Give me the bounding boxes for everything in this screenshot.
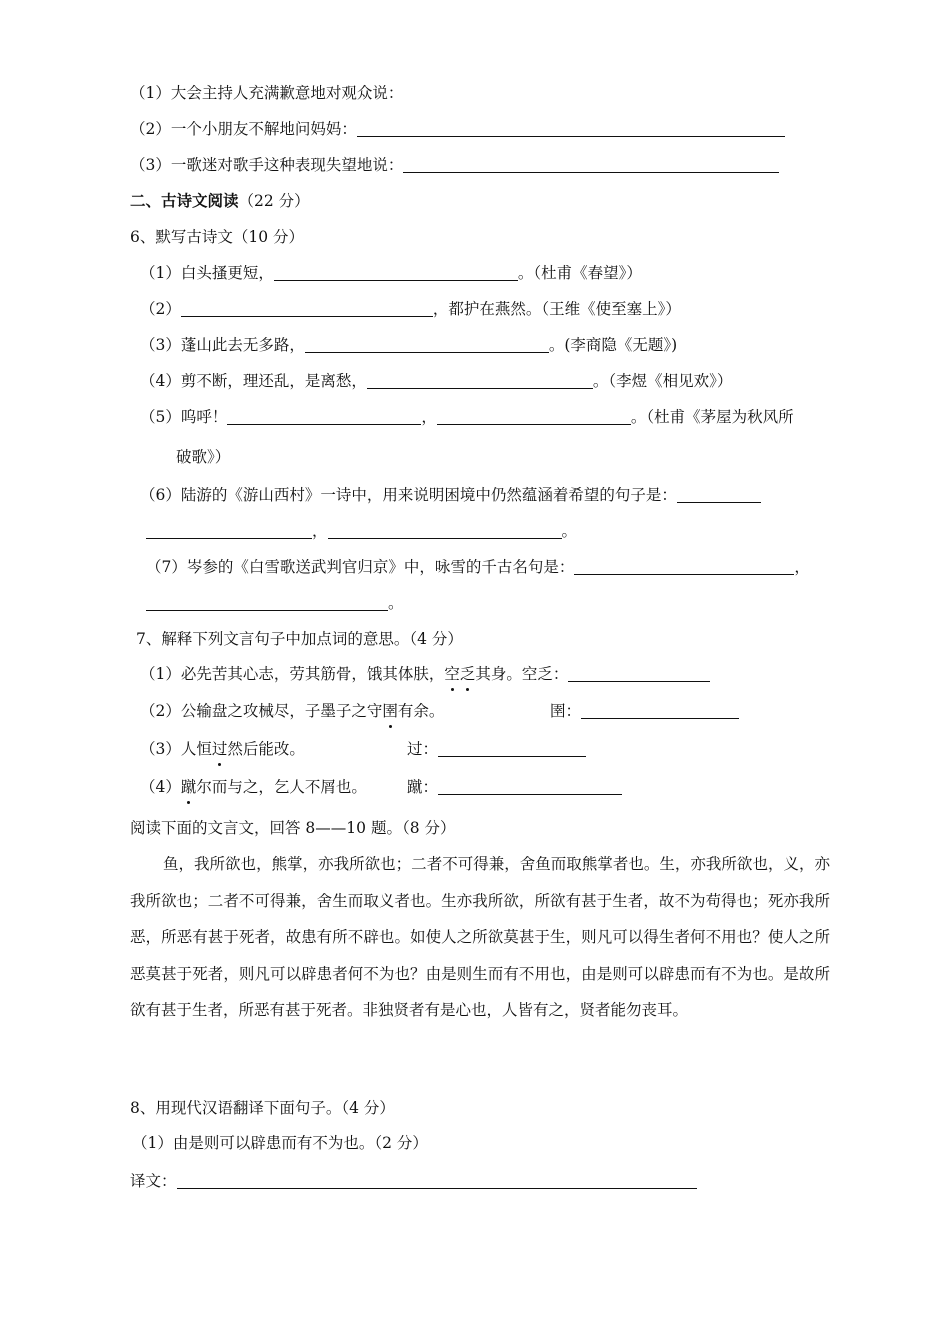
dotted-char: 圉 bbox=[382, 702, 398, 720]
answer-blank[interactable] bbox=[581, 702, 739, 719]
answer-blank[interactable] bbox=[677, 486, 761, 503]
q7-answer-2: 圉： bbox=[550, 700, 739, 722]
dotted-char: 过 bbox=[211, 740, 228, 758]
q7-line-2: （2）公输盘之攻械尽，子墨子之守圉有余。 bbox=[140, 702, 445, 720]
answer-blank[interactable] bbox=[146, 522, 312, 539]
q6-line-5: （5）呜呼！ ， 。（杜甫《茅屋为秋风所 bbox=[140, 408, 794, 426]
q8-line-1: （1）由是则可以辟患而有不为也。（2 分） bbox=[132, 1134, 428, 1152]
answer-blank[interactable] bbox=[403, 156, 779, 173]
q7-line-1: （1）必先苦其心志，劳其筋骨，饿其体肤，空乏其身。空乏： bbox=[140, 663, 710, 685]
q7-line-4: （4）蹴尔而与之，乞人不屑也。 bbox=[140, 778, 367, 796]
answer-blank[interactable] bbox=[177, 1172, 697, 1189]
passage-text: 鱼，我所欲也，熊掌，亦我所欲也；二者不可得兼，舍鱼而取熊掌者也。生，亦我所欲也，义，亦我所欲也；二者不可得兼，舍生而取义者也。生亦我所欲，所欲有甚于生者，故不为苟得也；死亦我所恶，所恶有甚于死者，故患有所不辟也。如使人之所欲莫甚于生，则凡可以得生者何不用也？使人之所恶莫甚于死者，则凡可以辟患者何不为也？由是则生而有不用也，由是则可以辟患而有不为也。是故所欲有甚于生者，所恶有甚于死者。非独贤者有是心也，人皆有之，贤者能勿丧耳。 bbox=[130, 855, 830, 1019]
answer-blank[interactable] bbox=[438, 740, 586, 757]
answer-blank[interactable] bbox=[227, 408, 421, 425]
answer-blank[interactable] bbox=[328, 522, 562, 539]
dotted-char: 空 bbox=[444, 665, 460, 683]
answer-blank[interactable] bbox=[437, 408, 631, 425]
q7-answer-4: 蹴： bbox=[407, 776, 622, 798]
q6-line-5-cont: 破歌》） bbox=[176, 448, 231, 466]
reading-intro: 阅读下面的文言文，回答 8——10 题。（8 分） bbox=[130, 819, 456, 837]
q6-line-4: （4）剪不断，理还乱，是离愁， 。（李煜《相见欢》） bbox=[140, 372, 733, 390]
item-2: （2）一个小朋友不解地问妈妈： bbox=[130, 118, 785, 140]
q8-answer: 译文： bbox=[130, 1170, 697, 1192]
q6-line-2: （2） ，都护在燕然。（王维《使至塞上》） bbox=[140, 300, 681, 318]
answer-blank[interactable] bbox=[568, 665, 710, 682]
answer-blank[interactable] bbox=[574, 558, 794, 575]
item-1: （1）大会主持人充满歉意地对观众说： bbox=[130, 84, 404, 102]
dotted-char: 乏 bbox=[459, 665, 476, 683]
q7-title: 7、解释下列文言句子中加点词的意思。（4 分） bbox=[136, 630, 463, 648]
q7-line-3: （3）人恒过然后能改。 bbox=[140, 740, 305, 758]
section-heading: 二、古诗文阅读（22 分） bbox=[130, 191, 310, 210]
answer-blank[interactable] bbox=[357, 120, 785, 137]
q6-line-1: （1）白头搔更短， 。（杜甫《春望》） bbox=[140, 264, 642, 282]
q8-title: 8、用现代汉语翻译下面句子。（4 分） bbox=[130, 1099, 395, 1117]
answer-blank[interactable] bbox=[181, 300, 433, 317]
q6-line-6-cont: ， 。 bbox=[146, 520, 577, 542]
q6-line-7: （7）岑参的《白雪歌送武判官归京》中，咏雪的千古名句是： ， bbox=[146, 558, 810, 576]
answer-blank[interactable] bbox=[438, 778, 622, 795]
answer-blank[interactable] bbox=[146, 594, 388, 611]
q7-answer-3: 过： bbox=[407, 738, 586, 760]
dotted-char: 蹴 bbox=[180, 778, 197, 796]
q6-line-3: （3）蓬山此去无多路， 。(李商隐《无题》) bbox=[140, 336, 678, 354]
item-3: （3）一歌迷对歌手这种表现失望地说： bbox=[130, 154, 779, 176]
answer-blank[interactable] bbox=[305, 336, 549, 353]
answer-blank[interactable] bbox=[274, 264, 518, 281]
answer-blank[interactable] bbox=[367, 372, 593, 389]
q6-title: 6、默写古诗文（10 分） bbox=[130, 228, 305, 246]
q6-line-6: （6）陆游的《游山西村》一诗中，用来说明困境中仍然蕴涵着希望的句子是： bbox=[140, 484, 761, 506]
q6-line-7-cont: 。 bbox=[146, 592, 404, 614]
